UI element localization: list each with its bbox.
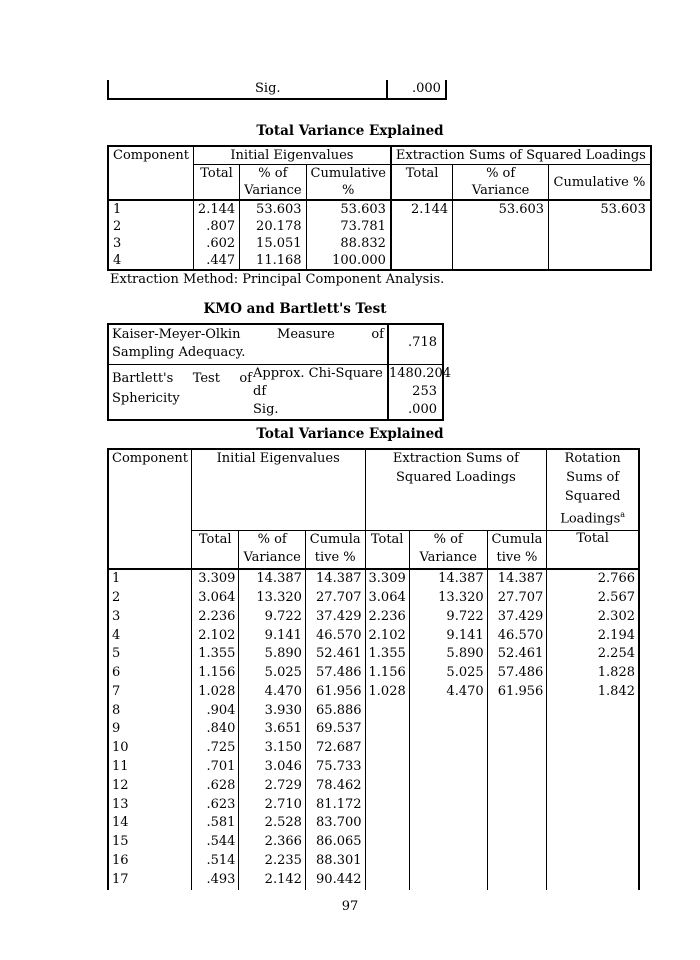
value-cell: 86.065 (305, 833, 365, 852)
value-cell: 2.235 (239, 852, 305, 871)
table-row (108, 252, 651, 270)
value-cell (547, 720, 639, 739)
component-cell: 3 (108, 235, 193, 252)
value-cell: 1.355 (365, 645, 409, 664)
value-cell: 2.144 (193, 200, 239, 218)
header-cumulative: Cumulative % (549, 165, 651, 201)
table-row (108, 608, 639, 627)
sig-value: .000 (412, 81, 441, 96)
value-cell: 2.102 (365, 627, 409, 646)
table-row (108, 739, 639, 758)
value-cell: 14.387 (305, 569, 365, 589)
value-cell (365, 871, 409, 890)
value-cell: 5.890 (239, 645, 305, 664)
component-cell: 6 (108, 664, 191, 683)
component-cell: 2 (108, 218, 193, 235)
value-cell (487, 739, 547, 758)
value-cell: 2.254 (597, 646, 635, 662)
value-cell (549, 218, 651, 235)
value-cell (409, 852, 487, 871)
value-cell (409, 833, 487, 852)
bartlett-chi-value: 1480.204 (389, 366, 452, 381)
value-cell (365, 739, 409, 758)
value-cell: .840 (191, 720, 239, 739)
value-cell: 81.172 (305, 796, 365, 815)
value-cell: 3.651 (239, 720, 305, 739)
value-cell: 1.028 (365, 683, 409, 702)
value-cell: 9.141 (239, 627, 305, 646)
value-cell: .807 (193, 218, 239, 235)
value-cell (365, 777, 409, 796)
value-cell: 11.168 (240, 252, 306, 270)
value-cell: 3.309 (365, 569, 409, 589)
value-cell: 14.387 (487, 569, 547, 589)
value-cell: 61.956 (305, 683, 365, 702)
value-cell: 2.710 (239, 796, 305, 815)
value-cell: 27.707 (487, 589, 547, 608)
value-cell: 37.429 (487, 608, 547, 627)
value-cell (391, 235, 453, 252)
component-cell: 4 (108, 252, 193, 270)
value-cell (365, 796, 409, 815)
value-cell (409, 720, 487, 739)
value-cell: 53.603 (306, 200, 391, 218)
value-cell: 90.442 (305, 871, 365, 890)
table-row (108, 589, 639, 608)
page-number: 97 (341, 899, 359, 914)
table-row (108, 200, 651, 218)
value-cell: 57.486 (305, 664, 365, 683)
value-cell: 9.722 (239, 608, 305, 627)
value-cell (547, 702, 639, 721)
value-cell (549, 235, 651, 252)
sig-fragment-row (107, 80, 447, 100)
header-initial-eigenvalues: Initial Eigenvalues (191, 449, 365, 530)
component-cell: 10 (108, 739, 191, 758)
value-cell (453, 252, 549, 270)
value-cell: 4.470 (239, 683, 305, 702)
value-cell (547, 852, 639, 871)
header-cumulative: Cumulative % (306, 165, 391, 201)
value-cell: 72.687 (305, 739, 365, 758)
component-cell: 1 (108, 569, 191, 589)
value-cell: 3.309 (191, 569, 239, 589)
value-cell: 78.462 (305, 777, 365, 796)
value-cell: 13.320 (239, 589, 305, 608)
component-cell: 17 (108, 871, 191, 890)
value-cell: 15.051 (240, 235, 306, 252)
value-cell (547, 758, 639, 777)
bartlett-chi-label: Approx. Chi-Square (253, 366, 383, 381)
value-cell (487, 777, 547, 796)
value-cell (549, 252, 651, 270)
value-cell: 1.156 (191, 664, 239, 683)
table-row (108, 720, 639, 739)
value-cell: 1.842 (597, 683, 635, 699)
value-cell (409, 796, 487, 815)
header-cumulative: Cumulative % (487, 530, 547, 569)
bartlett-row-labels (253, 365, 383, 419)
value-cell: .544 (191, 833, 239, 852)
kmo-table (107, 323, 452, 421)
header-component: Component (108, 146, 193, 200)
component-cell: 7 (108, 683, 191, 702)
extraction-method-footnote: Extraction Method: Principal Component Analysis. (110, 272, 445, 287)
header-total: Total (191, 530, 239, 569)
value-cell (487, 758, 547, 777)
header-total: Total (391, 165, 453, 201)
value-cell: 14.387 (239, 569, 305, 589)
header-total: Total (365, 530, 409, 569)
header-component: Component (108, 449, 191, 530)
value-cell (365, 702, 409, 721)
value-cell: 3.064 (191, 589, 239, 608)
value-cell (547, 796, 639, 815)
value-cell: .623 (191, 796, 239, 815)
table-row (108, 833, 639, 852)
value-cell: 46.570 (487, 627, 547, 646)
header-pct-variance: % of Variance (409, 530, 487, 569)
value-cell (453, 235, 549, 252)
table-row (108, 569, 639, 589)
value-cell: 3.930 (239, 702, 305, 721)
value-cell (487, 702, 547, 721)
bartlett-label: Bartlett's Test of Sphericity (112, 371, 252, 406)
component-cell: 8 (108, 702, 191, 721)
value-cell: 5.025 (409, 664, 487, 683)
value-cell: 1.355 (191, 645, 239, 664)
bartlett-df-value: 253 (412, 384, 437, 399)
value-cell: 1.156 (365, 664, 409, 683)
table-row (108, 871, 639, 890)
component-cell: 5 (108, 645, 191, 664)
bartlett-df-label: df (253, 384, 267, 399)
value-cell (409, 758, 487, 777)
variance-table-small (107, 145, 652, 271)
bartlett-sig-label: Sig. (253, 402, 279, 417)
value-cell: 73.781 (306, 218, 391, 235)
header-pct-variance: % of Variance (239, 530, 305, 569)
value-cell (487, 796, 547, 815)
value-cell: .904 (191, 702, 239, 721)
header-rotation: Rotation Sums of Squared Loadings$^a$ (547, 449, 639, 530)
value-cell: 53.603 (453, 200, 549, 218)
variance-table-large (107, 448, 640, 890)
table2-title: Total Variance Explained (256, 426, 444, 442)
value-cell (547, 777, 639, 796)
value-cell: 75.733 (305, 758, 365, 777)
component-cell: 14 (108, 814, 191, 833)
value-cell (487, 720, 547, 739)
value-cell: 1.828 (597, 665, 635, 681)
kmo-value: .718 (408, 335, 437, 350)
value-cell (409, 702, 487, 721)
value-cell: 13.320 (409, 589, 487, 608)
value-cell: 2.729 (239, 777, 305, 796)
value-cell (487, 852, 547, 871)
header-initial-eigenvalues: Initial Eigenvalues (193, 146, 390, 165)
value-cell (365, 758, 409, 777)
table-row (108, 235, 651, 252)
value-cell: 27.707 (305, 589, 365, 608)
value-cell (391, 218, 453, 235)
header-extraction: Extraction Sums of Squared Loadings (365, 449, 547, 530)
value-cell: 53.603 (240, 200, 306, 218)
value-cell: 53.603 (600, 202, 646, 217)
value-cell: 2.102 (191, 627, 239, 646)
rotation-footnote-marker: a (620, 510, 626, 520)
value-cell: 3.064 (365, 589, 409, 608)
component-cell: 4 (108, 627, 191, 646)
value-cell: 5.025 (239, 664, 305, 683)
value-cell: 37.429 (305, 608, 365, 627)
value-cell: 57.486 (487, 664, 547, 683)
kmo-title: KMO and Bartlett's Test (203, 301, 387, 317)
value-cell: 88.301 (305, 852, 365, 871)
value-cell (547, 814, 639, 833)
value-cell: .447 (193, 252, 239, 270)
component-cell: 2 (108, 589, 191, 608)
component-cell: 12 (108, 777, 191, 796)
value-cell (365, 720, 409, 739)
value-cell (409, 777, 487, 796)
value-cell (409, 871, 487, 890)
value-cell: 2.567 (597, 589, 635, 605)
value-cell (547, 833, 639, 852)
value-cell: 5.890 (409, 645, 487, 664)
value-cell: .602 (193, 235, 239, 252)
header-cumulative: Cumulative % (305, 530, 365, 569)
value-cell: 100.000 (306, 252, 391, 270)
header-extraction: Extraction Sums of Squared Loadings (391, 146, 651, 165)
table-row (108, 814, 639, 833)
value-cell: 2.144 (391, 200, 453, 218)
value-cell (453, 218, 549, 235)
value-cell: 4.470 (409, 683, 487, 702)
value-cell: 3.150 (239, 739, 305, 758)
value-cell: .581 (191, 814, 239, 833)
value-cell: 52.461 (305, 645, 365, 664)
component-cell: 13 (108, 796, 191, 815)
value-cell: 52.461 (487, 645, 547, 664)
table-row (108, 218, 651, 235)
value-cell: 3.046 (239, 758, 305, 777)
value-cell (365, 833, 409, 852)
kmo-label: Kaiser-Meyer-Olkin Measure of Sampling Adequacy. (112, 327, 384, 360)
value-cell: 88.832 (306, 235, 391, 252)
component-cell: 1 (108, 200, 193, 218)
component-cell: 15 (108, 833, 191, 852)
value-cell: 2.236 (191, 608, 239, 627)
value-cell: 9.722 (409, 608, 487, 627)
value-cell: 2.766 (597, 571, 635, 587)
table-row (108, 664, 639, 683)
value-cell (365, 852, 409, 871)
header-total: Total (547, 530, 639, 569)
value-cell: 2.366 (239, 833, 305, 852)
sig-label: Sig. (255, 81, 281, 96)
value-cell (391, 252, 453, 270)
table-row (108, 683, 639, 702)
value-cell: .493 (191, 871, 239, 890)
table-row (108, 645, 639, 664)
table-row (108, 702, 639, 721)
value-cell (547, 739, 639, 758)
value-cell: 2.528 (239, 814, 305, 833)
value-cell: 20.178 (240, 218, 306, 235)
component-cell: 16 (108, 852, 191, 871)
value-cell: 83.700 (305, 814, 365, 833)
value-cell: 61.956 (487, 683, 547, 702)
header-pct-variance: % of Variance (453, 165, 549, 201)
table-row (108, 627, 639, 646)
value-cell (547, 871, 639, 890)
value-cell: 2.142 (239, 871, 305, 890)
table-row (108, 852, 639, 871)
value-cell: .725 (191, 739, 239, 758)
value-cell: 2.236 (365, 608, 409, 627)
component-cell: 9 (108, 720, 191, 739)
table1-title: Total Variance Explained (256, 123, 444, 139)
value-cell: 2.302 (597, 608, 635, 624)
component-cell: 11 (108, 758, 191, 777)
value-cell (487, 871, 547, 890)
bartlett-sig-value: .000 (408, 402, 437, 417)
value-cell (409, 739, 487, 758)
value-cell: 2.194 (597, 627, 635, 643)
value-cell: 1.028 (191, 683, 239, 702)
value-cell: 65.886 (305, 702, 365, 721)
component-cell: 3 (108, 608, 191, 627)
table-row (108, 758, 639, 777)
table-row (108, 777, 639, 796)
bartlett-row-values (389, 365, 452, 419)
header-total: Total (193, 165, 239, 201)
value-cell: 69.537 (305, 720, 365, 739)
value-cell: .628 (191, 777, 239, 796)
table-row (108, 796, 639, 815)
value-cell: 9.141 (409, 627, 487, 646)
value-cell: 46.570 (305, 627, 365, 646)
value-cell: .701 (191, 758, 239, 777)
value-cell (487, 814, 547, 833)
value-cell (409, 814, 487, 833)
value-cell: .514 (191, 852, 239, 871)
header-pct-variance: % of Variance (240, 165, 306, 201)
value-cell (365, 814, 409, 833)
value-cell (487, 833, 547, 852)
value-cell: 14.387 (409, 569, 487, 589)
